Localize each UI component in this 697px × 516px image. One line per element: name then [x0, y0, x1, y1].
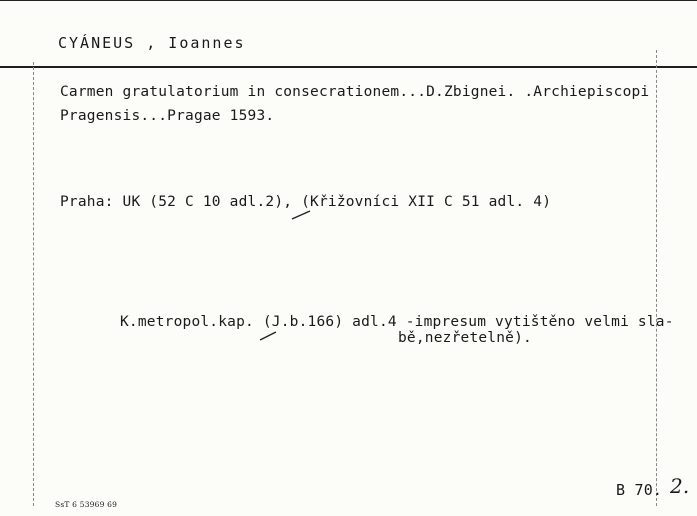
- title-line-1: Carmen gratulatorium in consecrationem...D.Zbignei. .Archiepiscopi: [60, 84, 650, 100]
- shelfmark: B 70.: [616, 481, 663, 499]
- header-rule: [0, 66, 697, 68]
- left-margin-line: [33, 62, 34, 506]
- handwritten-check-mark-1: [288, 192, 328, 222]
- title-line-2: Pragensis...Pragae 1593.: [60, 108, 275, 124]
- handwritten-number: 2.: [670, 474, 690, 498]
- printer-mark: SsT 6 53969 69: [55, 500, 118, 509]
- card-top-edge: [0, 0, 697, 1]
- holdings-praha: Praha: UK (52 C 10 adl.2), (Křižovníci XII C 51 adl. 4): [60, 194, 552, 210]
- holdings-kmetropol-line-1: K.metropol.kap. (J.b.166) adl.4 -impresum vytištěno velmi sla-: [120, 314, 674, 330]
- right-margin-line: [656, 50, 657, 506]
- author-heading: CYÁNEUS , Ioannes: [58, 34, 246, 52]
- holdings-kmetropol-line-2: bě,nezřetelně).: [398, 330, 532, 346]
- handwritten-check-mark-2: [254, 312, 284, 344]
